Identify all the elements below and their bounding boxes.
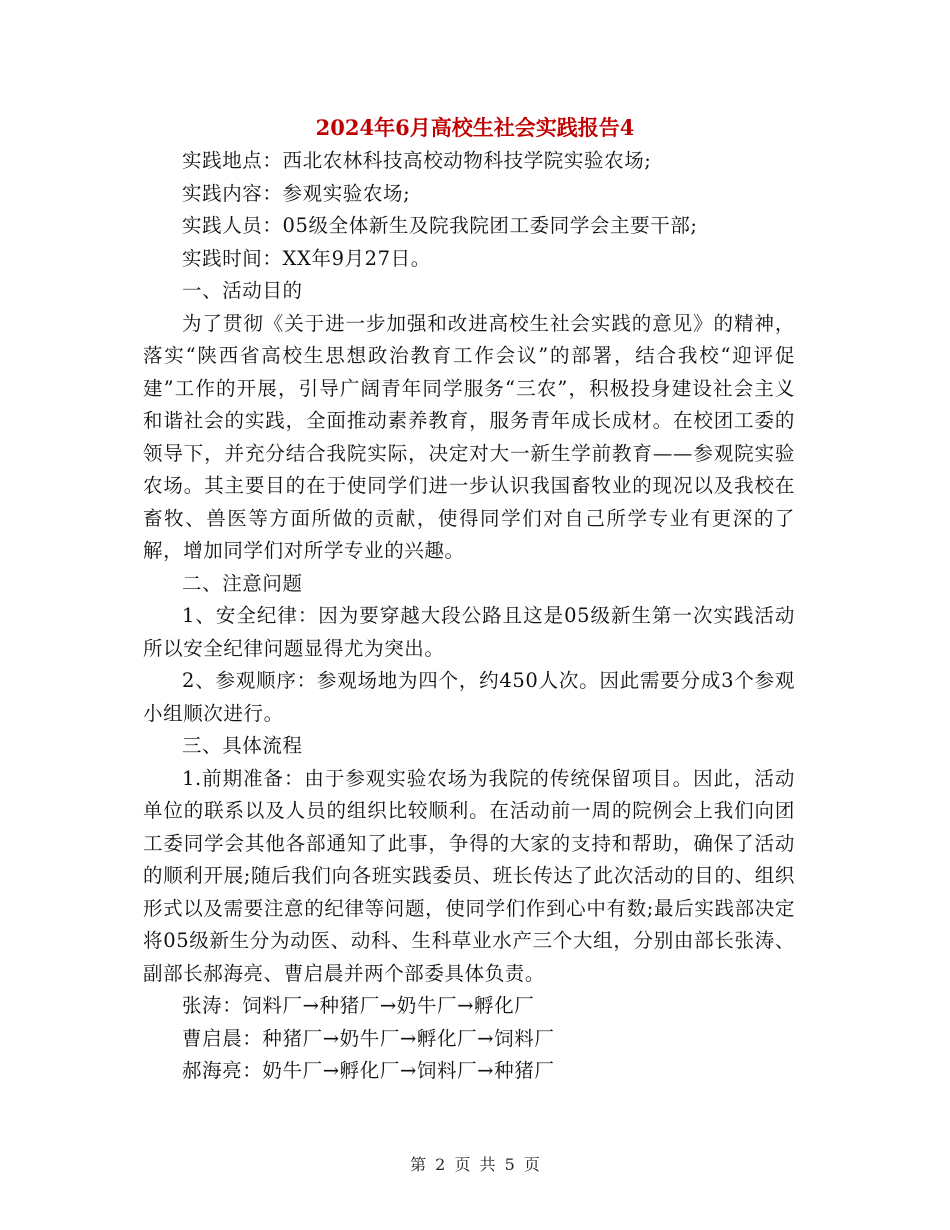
paragraph-preparation: 1.前期准备：由于参观实验农场为我院的传统保留项目。因此，活动单位的联系以及人员的组织比较顺利。在活动前一周的院例会上我们向团工委同学会其他各部通知了此事，争得的大家的支持和帮助，确保了活动的顺利开展;随后我们向各班实践委员、班长传达了此次活动的目的、组织形式以及需要注意的纪律等问题，使同学们作到心中有数;最后实践部决定将05级新生分为动医、动科、生科草业水产三个大组，分别由部长张涛、副部长郝海亮、曹启晨并两个部委具体负责。 bbox=[143, 766, 795, 985]
paragraph-content: 实践内容：参观实验农场; bbox=[182, 181, 411, 205]
section-heading-process: 三、具体流程 bbox=[182, 734, 303, 757]
paragraph-location: 实践地点：西北农林科技高校动物科技学院实验农场; bbox=[182, 149, 652, 172]
document-body bbox=[143, 145, 795, 1088]
paragraph-participants: 实践人员：05级全体新生及院我院团工委同学会主要干部; bbox=[182, 214, 698, 237]
paragraph-purpose: 为了贯彻《关于进一步加强和改进高校生社会实践的意见》的精神，落实“陕西省高校生思想政治教育工作会议”的部署，结合我校“迎评促建”工作的开展，引导广阔青年同学服务“三农”，积极投身建设社会主义和谐社会的实践，全面推动素养教育，服务青年成长成材。在校团工委的领导下，并充分结合我院实际，决定对大一新生学前教育——参观院实验农场。其主要目的在于使同学们进一步认识我国畜牧业的现况以及我校在畜牧、兽医等方面所做的贡献，使得同学们对自己所学专业有更深的了解，增加同学们对所学专业的兴趣。 bbox=[143, 311, 795, 562]
route-line-2: 曹启晨：种猪厂→奶牛厂→孵化厂→饲料厂 bbox=[182, 1026, 555, 1050]
paragraph-time: 实践时间：XX年9月27日。 bbox=[182, 246, 431, 270]
section-heading-notes: 二、注意问题 bbox=[182, 571, 303, 595]
route-line-3: 郝海亮：奶牛厂→孵化厂→饲料厂→种猪厂 bbox=[182, 1059, 555, 1082]
document-title: 2024年6月高校生社会实践报告4 bbox=[315, 115, 635, 140]
paragraph-order: 2、参观顺序：参观场地为四个，约450人次。因此需要分成3个参观小组顺次进行。 bbox=[143, 669, 795, 725]
page-footer: 第 2 页 共 5 页 bbox=[410, 1155, 540, 1174]
paragraph-safety: 1、安全纪律：因为要穿越大段公路且这是05级新生第一次实践活动所以安全纪律问题显得尤为突出。 bbox=[143, 604, 795, 660]
route-line-1: 张涛：饲料厂→种猪厂→奶牛厂→孵化厂 bbox=[182, 994, 535, 1017]
section-heading-purpose: 一、活动目的 bbox=[182, 279, 303, 302]
